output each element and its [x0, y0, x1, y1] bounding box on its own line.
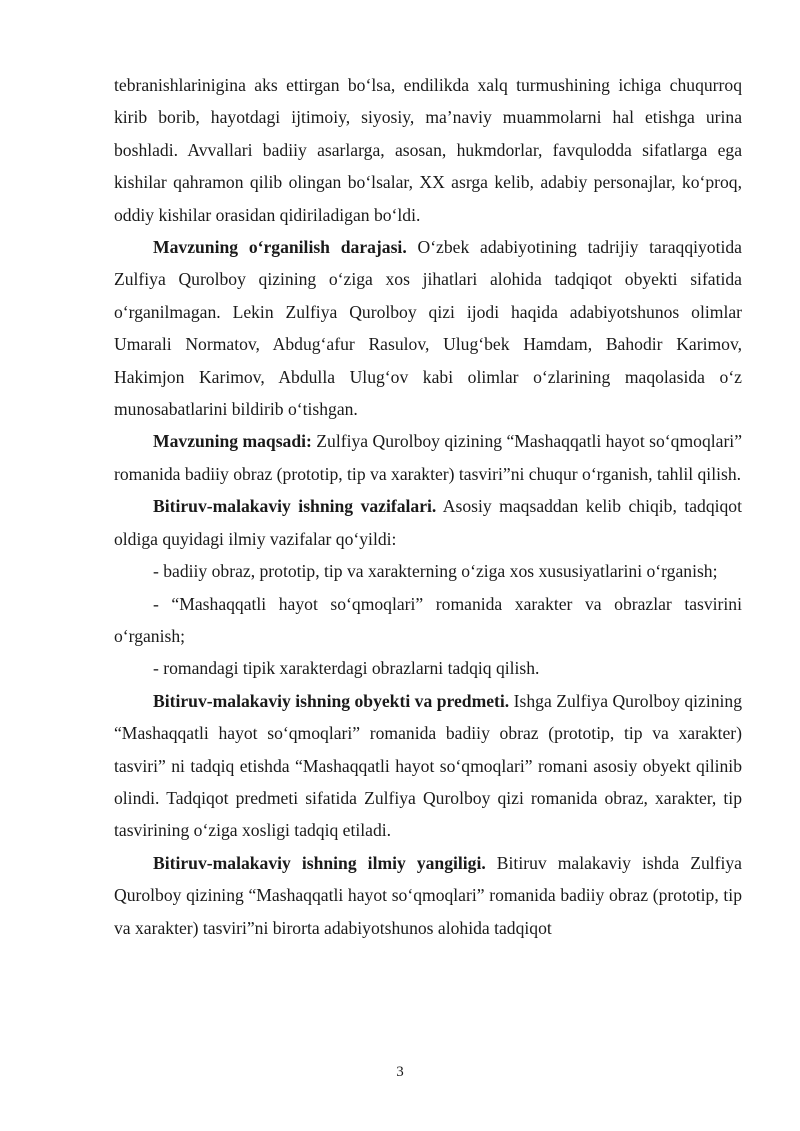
paragraph-text: Zulfiya Qurolboy qizining “Mashaqqatli hayot so‘qmoqlari” romanida badiiy obraz (prototip, tip va xarakter) tasviri”ni chuqur o‘rganish, tahlil qilish. — [114, 431, 742, 484]
paragraph-heading: Mavzuning maqsadi: — [153, 431, 312, 452]
task-item-text: - badiiy obraz, prototip, tip va xarakterning o‘ziga xos xususiyatlarini o‘rganish; — [153, 561, 718, 582]
paragraph-object-subject — [114, 685, 742, 847]
paragraph-novelty — [114, 847, 742, 944]
paragraph-text: tebranishlarinigina aks ettirgan bo‘lsa, endilikda xalq turmushining ichiga chuqurroq kirib borib, hayotdagi ijtimoiy, siyosiy, ma’naviy muammolarni hal etishga urina boshladi. Avvallari badiiy asarlarga, asosan, hukmdorlar, favqulodda sifatlarga ega kishilar qahramon qilib olingan bo‘lsalar, XX asrga kelib, adabiy personajlar, ko‘proq, oddiy kishilar orasidan qidiriladigan bo‘ldi. — [114, 75, 742, 225]
document-body — [114, 69, 742, 944]
paragraph-tasks — [114, 490, 742, 555]
paragraph-goal — [114, 425, 742, 490]
paragraph-text: Asosiy maqsaddan kelib chiqib, tadqiqot oldiga quyidagi ilmiy vazifalar qo‘yildi: — [114, 496, 742, 549]
paragraph-study-level — [114, 231, 742, 425]
paragraph-continuation — [114, 69, 742, 231]
paragraph-text: Ishga Zulfiya Qurolboy qizining “Mashaqqatli hayot so‘qmoqlari” romanida badiiy obraz (prototip, tip va xarakter) tasviri” ni tadqiq etishda “Mashaqqatli hayot so‘qmoqlari” romani asosiy obyekt qilinib olindi. Tadqiqot predmeti sifatida Zulfiya Qurolboy qizi romanida obraz, xarakter, tip tasvirining o‘ziga xosligi tadqiq etiladi. — [114, 690, 742, 841]
task-item-text: - romandagi tipik xarakterdagi obrazlarni tadqiq qilish. — [153, 658, 540, 679]
paragraph-heading: Mavzuning o‘rganilish darajasi. — [153, 237, 407, 258]
paragraph-heading: Bitiruv-malakaviy ishning ilmiy yangiligi. — [153, 852, 486, 873]
task-list-item — [114, 652, 742, 684]
task-item-text: - “Mashaqqatli hayot so‘qmoqlari” romanida xarakter va obrazlar tasvirini o‘rganish; — [114, 593, 742, 646]
paragraph-heading: Bitiruv-malakaviy ishning vazifalari. — [153, 496, 437, 517]
paragraph-text: Bitiruv malakaviy ishda Zulfiya Qurolboy qizining “Mashaqqatli hayot so‘qmoqlari” romanida badiiy obraz (prototip, tip va xarakter) tasviri”ni birorta adabiyotshunos alohida tadqiqot — [114, 852, 742, 938]
task-list-item — [114, 555, 742, 587]
task-list-item — [114, 588, 742, 653]
paragraph-heading: Bitiruv-malakaviy ishning obyekti va predmeti. — [153, 690, 510, 711]
paragraph-text: O‘zbek adabiyotining tadrijiy taraqqiyotida Zulfiya Qurolboy qizining o‘ziga xos jihatlari alohida tadqiqot obyekti sifatida o‘rganilmagan. Lekin Zulfiya Qurolboy qizi ijodi haqida adabiyotshunos olimlar Umarali Normatov, Abdug‘afur Rasulov, Ulug‘bek Hamdam, Bahodir Karimov, Hakimjon Karimov, Abdulla Ulug‘ov kabi olimlar o‘zlarining maqolasida o‘z munosabatlarini bildirib o‘tishgan. — [114, 237, 742, 420]
page-number: 3 — [396, 1064, 404, 1080]
